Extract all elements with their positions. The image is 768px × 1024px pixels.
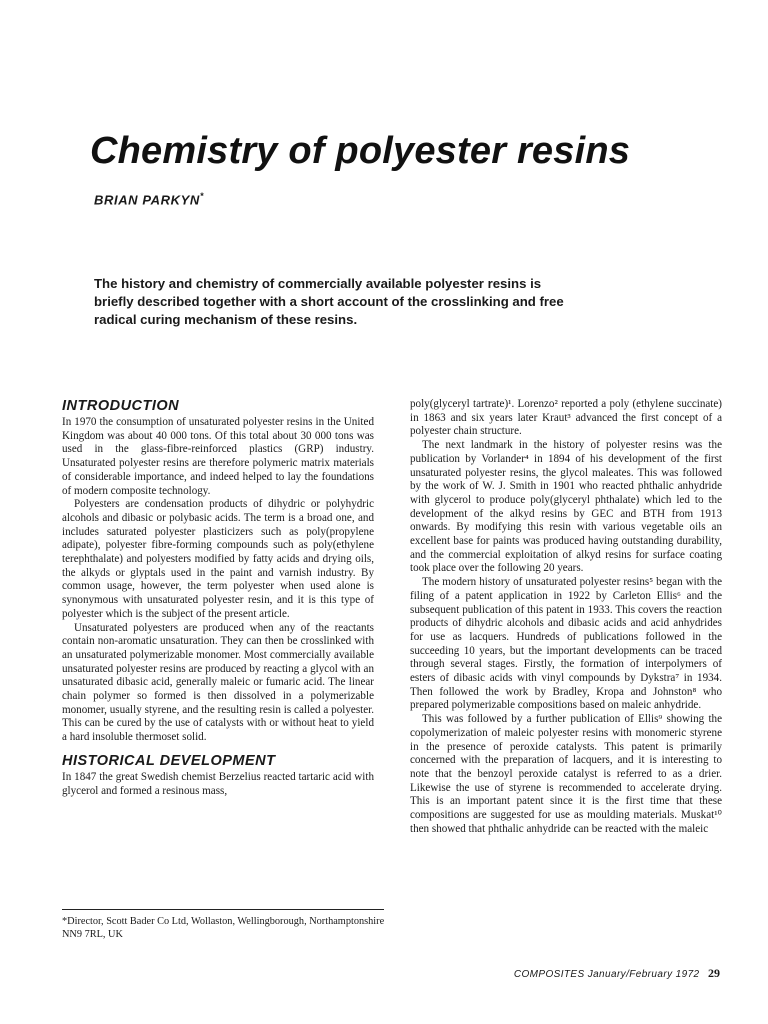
history-heading: HISTORICAL DEVELOPMENT (62, 752, 276, 769)
intro-paragraph: In 1970 the consumption of unsaturated polyester resins in the United Kingdom was about 40 000 tons. Of this total about 30 000 tons was used in the glass-fibre-reinforced plastics (GRP) industry. Unsaturated polyester resins are therefore polymeric matrix materials of considerable importance, and indeed helped to lay the foundations of modern composite technology. (62, 416, 374, 497)
introduction-heading: INTRODUCTION (62, 398, 180, 414)
history-paragraph: The modern history of unsaturated polyester resins⁵ began with the filing of a patent application in 1922 by Carleton Ellis⁶ and the subsequent publication of this patent in 1933. This covers the reaction products of dihydric alcohols and dibasic acids and acid anhydrides for use as lacquers. Hundreds of publications followed in the succeeding 10 years, but the important developments can be traced through several stages. Firstly, the formation of interpolymers of esters of dibasic acids with vinyl compounds by Dykstra⁷ in 1934. Then followed the work by Bradley, Kropa and Johnston⁸ who prepared polymerizable compositions based on maleic anhydride. (410, 576, 722, 712)
history-paragraph: The next landmark in the history of polyester resins was the publication by Vorlander⁴ in 1894 of his development of the first unsaturated polyester resins, the glycol maleates. This was followed by the work of W. J. Smith in 1901 who reacted phthalic anhydride with glycerol to produce poly(glyceryl phthalate) which led to the development of the alkyd resins by GEC and BTH from 1913 onwards. By modifying this resin with various vegetable oils an excellent base for paints was produced having outstanding durability, and the commercial exploitation of alkyd resins for surface coating took place over the following 20 years. (410, 439, 722, 575)
right-column (410, 398, 722, 837)
author-text: BRIAN PARKYN (94, 192, 200, 208)
author-name (94, 191, 204, 207)
intro-paragraph: Polyesters are condensation products of dihydric or polyhydric alcohols and dibasic or polybasic acids. The term is a broad one, and includes saturated polyester plasticizers such as poly(propylene adipate), polyester fibre-forming compounds such as poly(ethylene terephthalate) and polyesters modified by fatty acids and drying oils, the alkyds or glyptals used in the paint and varnish industry. By common usage, however, the term polyester when used alone is synonymous with unsaturated polyester resin, and it is this type of polyester which is the subject of the present article. (62, 498, 374, 620)
footnote-divider (62, 909, 384, 910)
intro-paragraph: Unsaturated polyesters are produced when any of the reactants contain non-aromatic unsaturation. They can then be crosslinked with an unsaturated polymerizable monomer. Most commercially available unsaturated polyester resins are produced by reacting a glycol with an unsaturated dibasic acid, generally maleic or fumaric acid. The linear chain polymer so formed is then dissolved in a polymerizable monomer, usually styrene, and the resulting resin is called a polyester. This can be cured by the use of catalysts with or without heat to yield a hard insoluble thermoset solid. (62, 621, 374, 744)
history-paragraph: This was followed by a further publication of Ellis⁹ showing the copolymerization of maleic polyester resins with monomeric styrene in the presence of peroxide catalysts. This patent is primarily concerned with the preparation of lacquers, and it is interesting to note that the benzoyl peroxide catalyst is referred to as a drier. Likewise the use of styrene is recommended to accelerate drying. This is an important patent since it is the first time that these compositions are suggested for use as moulding materials. Muskat¹⁰ then showed that phthalic anhydride can be reacted with the maleic (410, 713, 722, 835)
left-column (62, 398, 374, 798)
history-paragraph: poly(glyceryl tartrate)¹. Lorenzo² reported a poly (ethylene succinate) in 1863 and six years later Kraut³ advanced the first concept of a polyester chain structure. (410, 398, 722, 438)
journal-citation: COMPOSITES January/February 1972 (513, 969, 700, 980)
author-footnote: *Director, Scott Bader Co Ltd, Wollaston, Wellingborough, Northamptonshire NN9 7RL, UK (62, 916, 385, 940)
page-number: 29 (708, 966, 720, 980)
article-title: Chemistry of polyester resins (90, 130, 631, 172)
abstract: The history and chemistry of commercially available polyester resins is briefly described together with a short account of the crosslinking and free radical curing mechanism of these resins. (94, 276, 564, 328)
page-footer (514, 966, 720, 981)
history-paragraph: In 1847 the great Swedish chemist Berzelius reacted tartaric acid with glycerol and formed a resinous mass, (62, 770, 374, 797)
author-footnote-mark: * (199, 191, 205, 201)
